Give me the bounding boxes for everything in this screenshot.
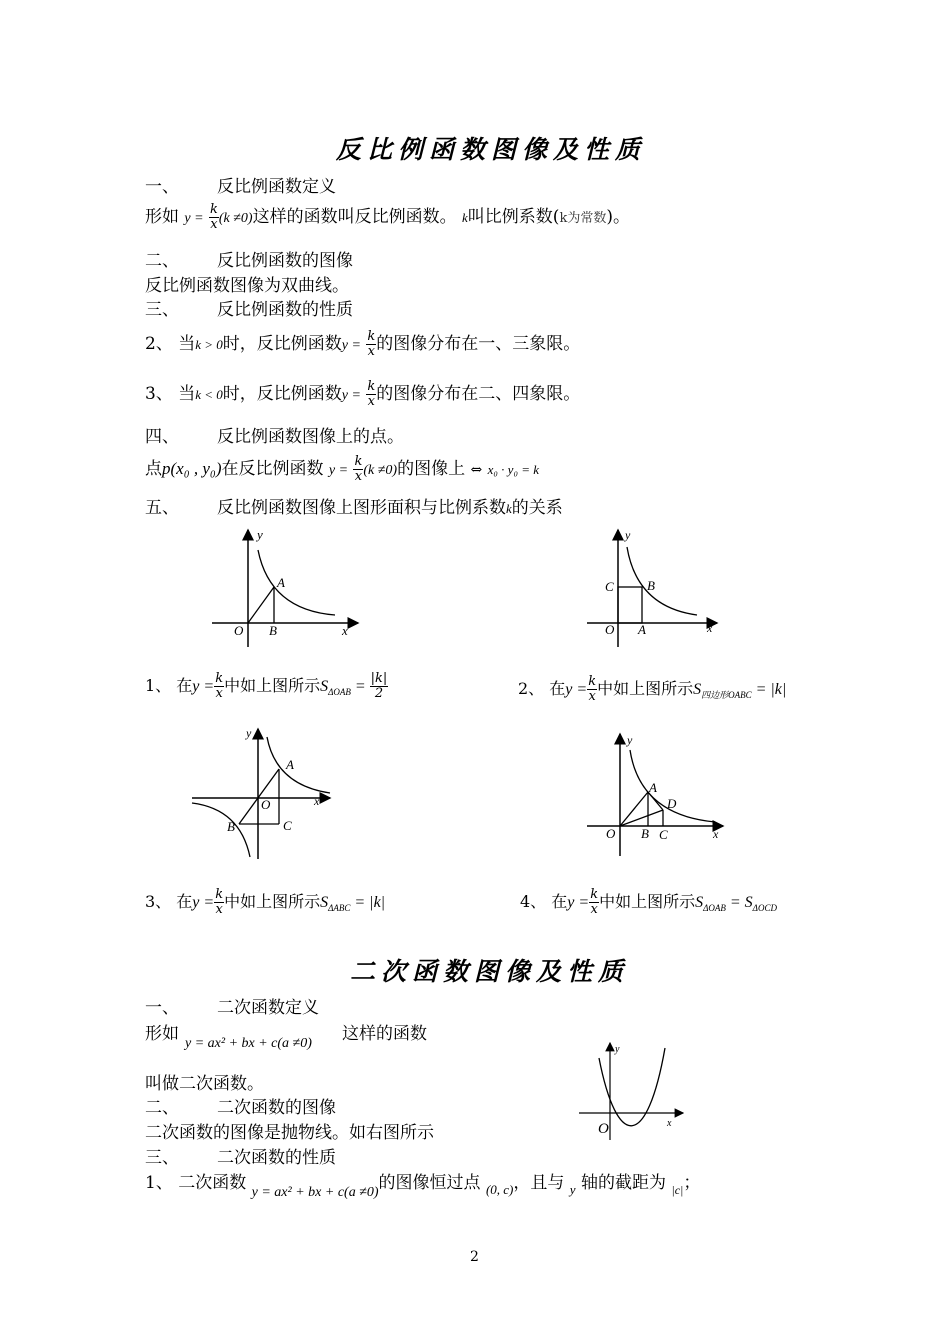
- label-c: C: [605, 579, 614, 594]
- label-x: x: [713, 827, 719, 841]
- label-x: x: [707, 621, 713, 635]
- label-x: x: [314, 794, 320, 808]
- hyperbola-curve: [630, 750, 715, 822]
- q-definition-2: 叫做二次函数。: [145, 1074, 264, 1094]
- label-y: y: [246, 726, 252, 740]
- label-a: A: [286, 757, 294, 772]
- label-y: y: [257, 527, 263, 542]
- label-o: O: [234, 623, 244, 638]
- segment-ab: [239, 769, 279, 824]
- label-c: C: [283, 818, 292, 833]
- label-o: O: [606, 826, 616, 841]
- q-section-3: 三、 二次函数的性质: [145, 1148, 336, 1168]
- label-b: B: [641, 826, 649, 841]
- caption-3: 3、 在y = $\frac{k}{x}$ 中如上图所示$S_{\Delta ABC} = |k|$: [145, 887, 386, 917]
- page-number: 2: [470, 1249, 479, 1265]
- section-heading: 反比例函数定义: [217, 177, 336, 197]
- quadratic-title: 二次函数图像及性质: [350, 957, 630, 986]
- hyperbola-branch-1: [267, 737, 330, 793]
- q-graph-text: 二次函数的图像是抛物线。如右图所示: [145, 1123, 434, 1143]
- section-1: [145, 177, 336, 197]
- parabola-curve: [599, 1048, 665, 1126]
- q-section-2: 二、 二次函数的图像: [145, 1098, 336, 1118]
- section-num: 一、: [145, 177, 179, 197]
- definition-line: 形如 y = $\frac{k}{x}$ (k ≠0)这样的函数叫反比例函数。 k叫比例系数(k为常数)。: [145, 202, 630, 232]
- hyperbola-curve: [258, 550, 335, 615]
- label-o: O: [598, 1121, 609, 1137]
- label-x: x: [667, 1118, 672, 1129]
- label-d: D: [667, 796, 677, 811]
- caption-4: 4、 在y = $\frac{k}{x}$ 中如上图所示$S_{\Delta OAB} = S_{\Delta OCD}$: [520, 887, 777, 917]
- q-property-1: 1、 二次函数 $_{y = ax^2 + bx + c(a \ne 0)}$的图像恒过点 $_{(0, c)}$，且与 $_y$ 轴的截距为 $_{|c|}$；: [145, 1173, 701, 1200]
- section-3: 三、 反比例函数的性质: [145, 300, 353, 320]
- section-4: 四、 反比例函数图像上的点。: [145, 427, 404, 447]
- q-definition-post: 这样的函数: [342, 1024, 427, 1044]
- caption-2: 2、 在y = $\frac{k}{x}$ 中如上图所示$S_{四边形OABC} = |k|$: [518, 674, 787, 704]
- q-section-1: 一、 二次函数定义: [145, 998, 319, 1018]
- q-definition-pre: 形如: [145, 1024, 179, 1044]
- label-x: x: [342, 623, 348, 638]
- fraction-k-over-x: $\frac{k}{x}$: [354, 454, 363, 484]
- label-b: B: [647, 578, 655, 593]
- label-y: y: [625, 528, 631, 542]
- graph-text: 反比例函数图像为双曲线。: [145, 276, 349, 296]
- figure-3-triangle-abc: [190, 725, 340, 865]
- label-b: B: [269, 623, 277, 638]
- label-a: A: [638, 622, 646, 637]
- label-a: A: [649, 780, 657, 795]
- property-3: 3、 当k < 0时，反比例函数y = $\frac{k}{x}$ 的图像分布在二、四象限。: [145, 379, 581, 409]
- label-c: C: [659, 827, 668, 842]
- figure-1-triangle-oab: [200, 525, 370, 650]
- fraction-k-over-x: $\frac{k}{x}$: [209, 202, 218, 232]
- property-2: 2、 当k > 0时，反比例函数y = $\frac{k}{x}$ 的图像分布在一、三象限。: [145, 329, 581, 359]
- section-5: 五、 反比例函数图像上图形面积与比例系数k的关系: [145, 498, 563, 518]
- hyperbola-curve: [627, 547, 697, 615]
- rectangle-oabc: [618, 587, 642, 623]
- q-definition-formula: y = ax² + bx + c(a ≠0): [185, 1036, 312, 1051]
- label-y: y: [627, 733, 633, 747]
- inverse-title: 反比例函数图像及性质: [336, 135, 647, 164]
- label-o: O: [261, 797, 271, 812]
- figure-4-triangles-oab-ocd: [585, 730, 730, 860]
- fraction-k-over-x: $\frac{k}{x}$: [367, 329, 376, 359]
- fraction-k-over-x: $\frac{k}{x}$: [367, 379, 376, 409]
- hyperbola-branch-3: [192, 803, 250, 857]
- label-y: y: [615, 1044, 620, 1055]
- caption-1: 1、 在y = $\frac{k}{x}$ 中如上图所示$S_{\Delta OAB}$ = $\frac{|k|}{2}$: [145, 671, 388, 701]
- label-o: O: [605, 622, 615, 637]
- label-a: A: [277, 575, 285, 590]
- segment-oa: [248, 587, 274, 623]
- label-b: B: [227, 819, 235, 834]
- section-2: 二、 反比例函数的图像: [145, 251, 353, 271]
- figure-2-rectangle-oabc: [585, 525, 725, 650]
- figure-parabola: [575, 1040, 690, 1145]
- point-condition: 点p(x₀ , y₀)在反比例函数 y = $\frac{k}{x}$ (k ≠0)的图像上 ⇔ x₀ · y₀ = k: [145, 454, 540, 484]
